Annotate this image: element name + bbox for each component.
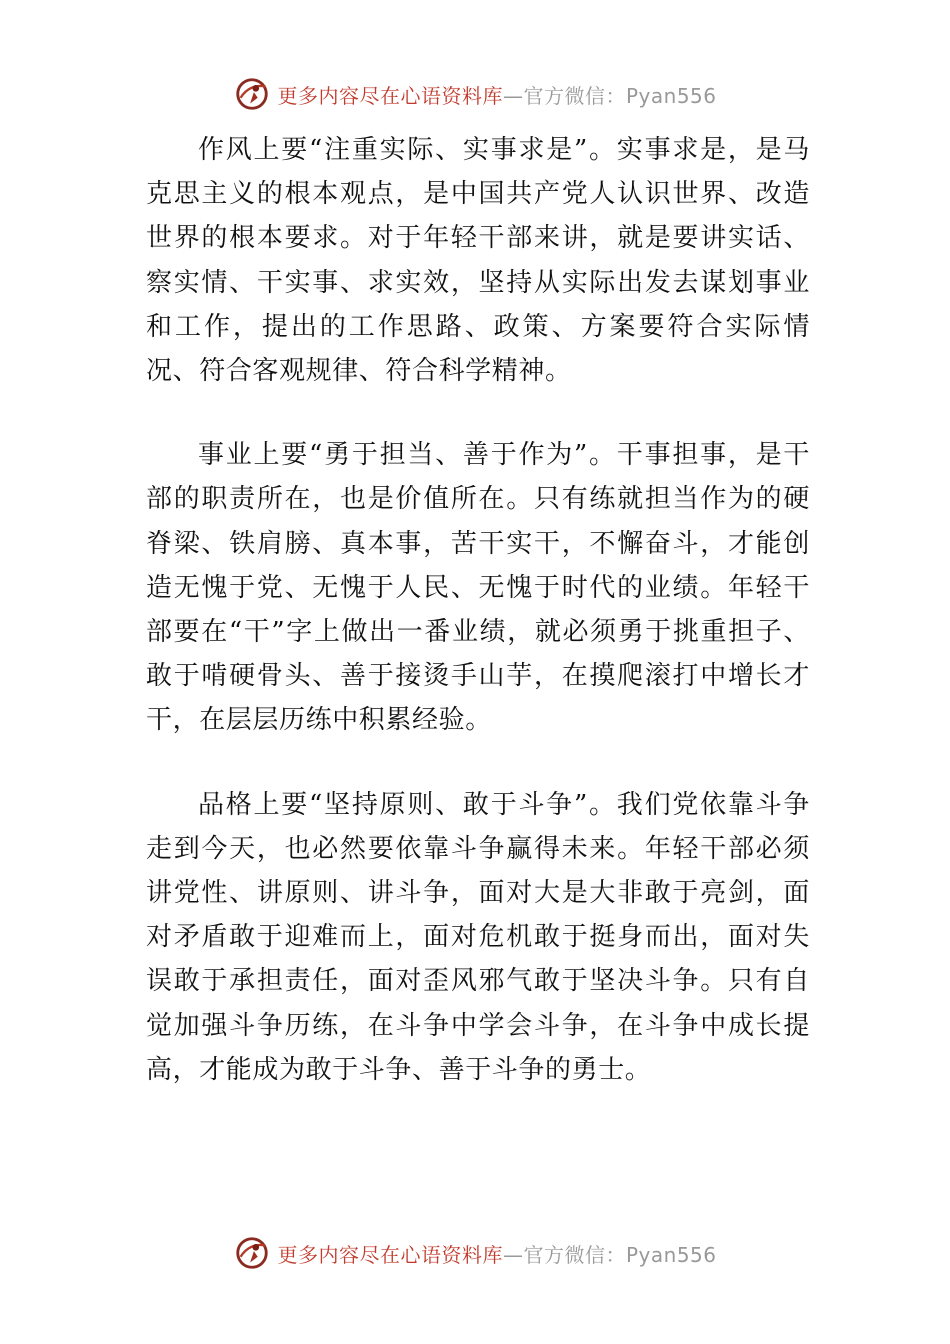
header-banner-label: 官方微信： — [523, 83, 626, 108]
header-banner-main: 更多内容尽在心语资料库 — [277, 83, 503, 108]
ink-figure-logo-icon — [233, 75, 271, 113]
footer-banner-label: 官方微信： — [523, 1242, 626, 1267]
paragraph-work-style: 作风上要“注重实际、实事求是”。实事求是，是马克思主义的根本观点，是中国共产党人认识世界、改造世界的根本要求。对于年轻干部来讲，就是要讲实话、察实情、干实事、求实效，坚持从实际出发去谋划事业和工作，提出的工作思路、政策、方案要符合实际情况、符合客观规律、符合科学精神。 — [146, 135, 810, 387]
footer-banner-text — [277, 1239, 716, 1268]
footer-banner — [0, 1231, 950, 1275]
header-banner-id: Pyan556 — [625, 83, 717, 108]
document-body — [146, 128, 810, 1132]
header-banner — [0, 72, 950, 116]
footer-banner-main: 更多内容尽在心语资料库 — [277, 1242, 503, 1267]
header-banner-dash: — — [502, 83, 524, 108]
footer-banner-dash: — — [502, 1242, 524, 1267]
footer-banner-id: Pyan556 — [625, 1242, 717, 1267]
paragraph-character: 品格上要“坚持原则、敢于斗争”。我们党依靠斗争走到今天，也必然要依靠斗争赢得未来。年轻干部必须讲党性、讲原则、讲斗争，面对大是大非敢于亮剑，面对矛盾敢于迎难而上，面对危机敢于挺身而出，面对失误敢于承担责任，面对歪风邪气敢于坚决斗争。只有自觉加强斗争历练，在斗争中学会斗争，在斗争中成长提高，才能成为敢于斗争、善于斗争的勇士。 — [146, 789, 810, 1085]
header-banner-text — [277, 80, 716, 109]
ink-figure-logo-icon — [233, 1234, 271, 1272]
paragraph-career: 事业上要“勇于担当、善于作为”。干事担事，是干部的职责所在，也是价值所在。只有练就担当作为的硬脊梁、铁肩膀、真本事，苦干实干，不懈奋斗，才能创造无愧于党、无愧于人民、无愧于时代的业绩。年轻干部要在“干”字上做出一番业绩，就必须勇于挑重担子、敢于啃硬骨头、善于接烫手山芋，在摸爬滚打中增长才干，在层层历练中积累经验。 — [146, 440, 810, 736]
